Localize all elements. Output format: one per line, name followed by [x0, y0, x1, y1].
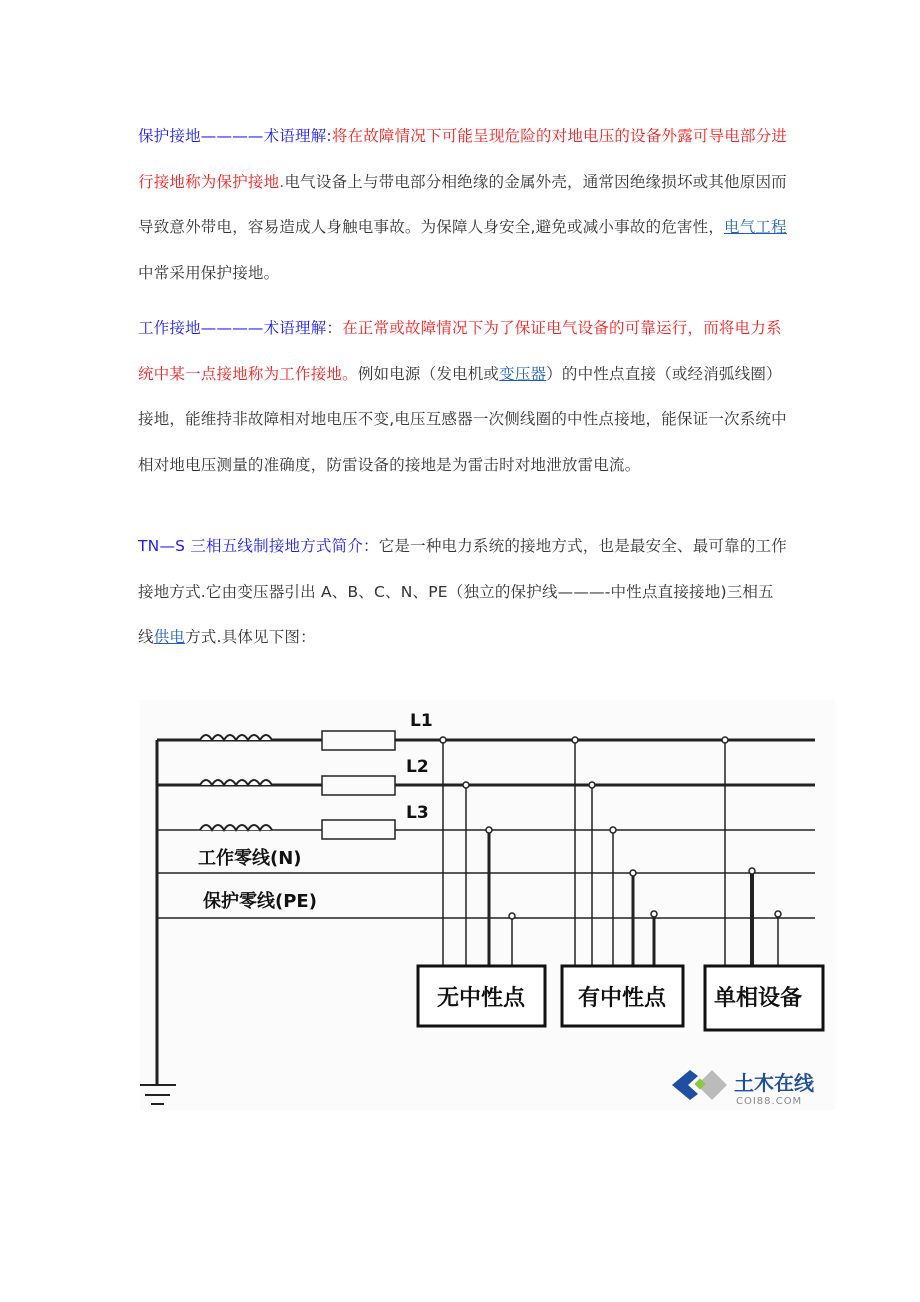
- load-box-single-phase: [705, 966, 823, 1030]
- fuse-icon: [322, 731, 395, 750]
- link-transformer[interactable]: 变压器: [499, 364, 547, 383]
- svg-text:无中性点: 无中性点: [436, 986, 526, 1011]
- body-text: ）的中性点直接（或经消弧线圈）接地，能维持非故障相对地电压不变,电压互感器一次侧线圈的中性点接地，能保证一次系统中相对地电压测量的准确度，防雷设备的接地是为雷击时对地泄放雷电流。: [138, 364, 787, 474]
- term-heading: 工作接地————术语理解：: [138, 319, 343, 337]
- fuses: [322, 731, 395, 839]
- link-electrical-engineering[interactable]: 电气工程: [724, 218, 787, 236]
- label-l3: L3: [406, 803, 429, 823]
- svg-text:有中性点: 有中性点: [577, 986, 667, 1011]
- term-heading: TN—S 三相五线制接地方式简介：: [138, 537, 379, 555]
- term-heading: 保护接地————术语理解:: [138, 127, 332, 145]
- logo-name: 土木在线: [734, 1071, 814, 1095]
- body-text: 中常采用保护接地。: [138, 263, 280, 282]
- load-box-with-neutral: [562, 966, 683, 1026]
- label-pe: 保护零线(PE): [203, 891, 317, 912]
- body-text: 它是一种电力系统的接地方式，也是最安全、最可靠的工作接地方式.它由变压器引出 A、B、C、N、PE（独立的保护线———-中性点直接接地)三相五线: [138, 537, 787, 646]
- label-neutral: 工作零线(N): [198, 848, 302, 869]
- fuse-icon: [322, 776, 395, 795]
- link-power-supply[interactable]: 供电: [153, 628, 186, 646]
- svg-text:单相设备: 单相设备: [713, 986, 803, 1011]
- term-definition: 将在故障情况下可能呈现危险的对地电压的设备外露可导电部分进行接地称为保护接地.: [138, 127, 788, 191]
- label-l1: L1: [410, 711, 433, 731]
- body-text: 电气设备上与带电部分相绝缘的金属外壳，通常因绝缘损坏或其他原因而导致意外带电，容易造成人身触电事故。为保障人身安全,避免或减小事故的危害性，: [138, 172, 787, 236]
- fuse-icon: [322, 820, 395, 839]
- term-definition: 在正常或故障情况下为了保证电气设备的可靠运行，而将电力系统中某一点接地称为工作接地。: [138, 319, 782, 383]
- label-l2: L2: [406, 757, 429, 777]
- body-text: 例如电源（发电机或: [357, 364, 500, 383]
- logo-url: COI88.COM: [736, 1096, 803, 1107]
- body-text: 方式.具体见下图：: [185, 628, 316, 646]
- load-box-no-neutral: [418, 966, 545, 1026]
